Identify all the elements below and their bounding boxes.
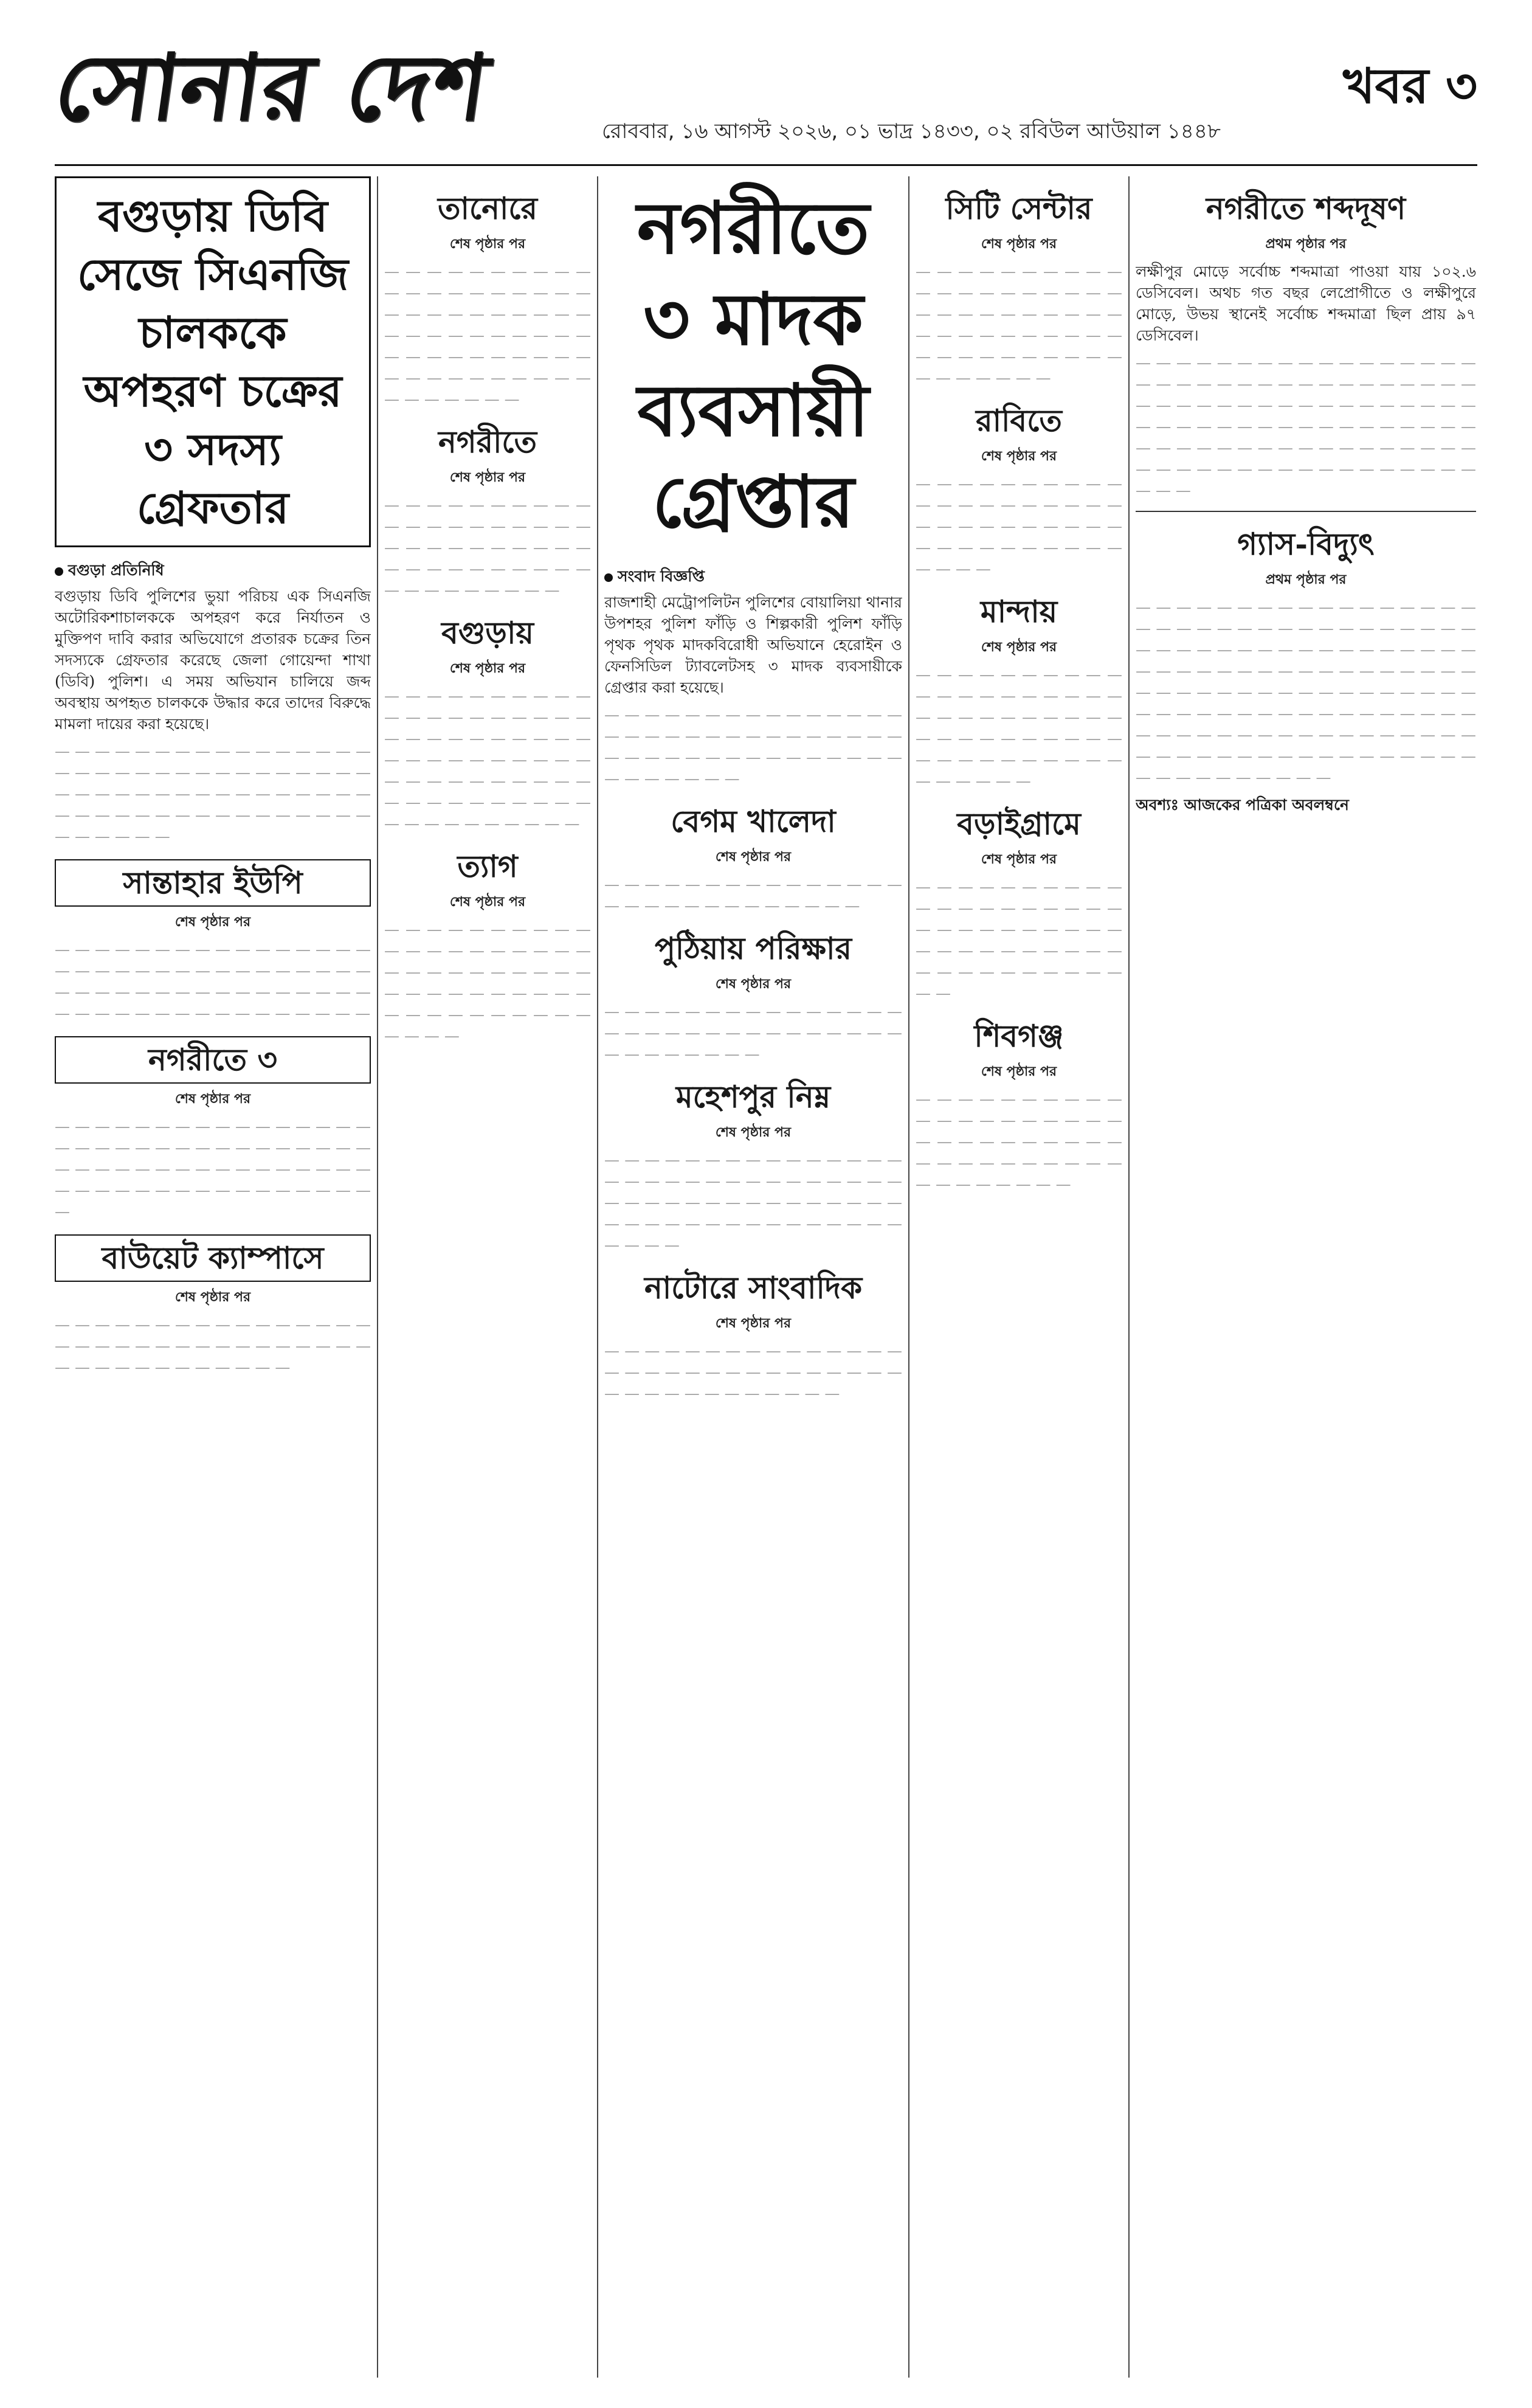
subhead-rabi: রাবিতে xyxy=(976,403,1062,438)
dateline: রোববার, ১৬ আগস্ট ২০২৬, ০১ ভাদ্র ১৪৩৩, ০২ রবিউল আউয়াল ১৪৪৮ xyxy=(602,119,1221,144)
article-filler: — — — — — — — — — — — — — — — — — — — — — — — — — — — — — — — — — — — — — — — — — — — — — — — — — — — — — — — — — — — — — — — — — xyxy=(55,1118,371,1220)
lead-headline-bogura: বগুড়ায় ডিবি সেজে সিএনজি চালককে অপহরণ চক্রের ৩ সদস্য গ্রেফতার xyxy=(55,176,371,547)
continuation-label: শেষ পৃষ্ঠার পর xyxy=(174,1091,251,1107)
continuation-label: শেষ পৃষ্ঠার পর xyxy=(715,976,792,992)
continuation-label: শেষ পৃষ্ঠার পর xyxy=(981,639,1057,655)
continuation-label: শেষ পৃষ্ঠার পর xyxy=(174,914,251,930)
article-filler: — — — — — — — — — — — — — — — — — — — — — — — — — — — — — — — — — — — — — — — — — — — — — — — — — — — — — — — — — — — — — — — — — — — — — — xyxy=(55,742,371,845)
article-filler: — — — — — — — — — — — — — — — — — — — — — — — — — — — — — — — — — — — — — — — — — — — — — — — — — — — — — — — — — — — — — — — — xyxy=(604,1151,902,1254)
article-filler: — — — — — — — — — — — — — — — — — — — — — — — — — — — — — — — — — — — — — — — — — — — — — — — — — — — — xyxy=(604,706,902,787)
subhead-begum-khaleda: বেগম খালেদা xyxy=(671,803,836,839)
lead-headline-drug-dealers: নগরীতে ৩ মাদক ব্যবসায়ী গ্রেপ্তার xyxy=(637,185,870,544)
column-divider xyxy=(908,176,909,2378)
subhead-nagorite-3: নগরীতে ৩ xyxy=(55,1036,371,1084)
byline: বগুড়া প্রতিনিধি xyxy=(55,559,371,581)
byline: সংবাদ বিজ্ঞপ্তি xyxy=(604,566,902,587)
article-filler: — — — — — — — — — — — — — — — — — — — — — — — — — — — — — — — — — — — — — — — — — — xyxy=(604,1342,902,1402)
article-body: রাজশাহী মেট্রোপলিটন পুলিশের বোয়ালিয়া থানার উপশহর পুলিশ ফাঁড়ি ও শিল্পকারী পুলিশ ফাঁড়ি পৃথক পৃথক মাদকবিরোধী অভিযানে হেরোইন ও ফেনসিডিল ট্যাবলেটসহ ৩ মাদক ব্যবসায়ীকে গ্রেপ্তার করা হয়েছে। xyxy=(604,593,902,696)
continuation-label: শেষ পৃষ্ঠার পর xyxy=(715,1124,792,1140)
continuation-label: শেষ পৃষ্ঠার পর xyxy=(174,1289,251,1305)
subhead-shibganj: শিবগঞ্জ xyxy=(974,1018,1064,1054)
continuation-label: শেষ পৃষ্ঠার পর xyxy=(449,236,526,252)
closing-credit: অবশ্যঃ আজকের পত্রিকা অবলম্বনে xyxy=(1136,796,1349,814)
subhead-natore: নাটোরে সাংবাদিক xyxy=(644,1270,863,1306)
article-filler: — — — — — — — — — — — — — — — — — — — — — — — — — — — — — — — — — — — — — — — — — — — — — — — — — — — — — — — — xyxy=(916,666,1122,790)
article-filler: — — — — — — — — — — — — — — — — — — — — — — — — — — — — — — — — — — — — — — — — — — — — — — — — — — — — — — — — — — — — — — — — — — — — — — — — — — — — — — — — — — — — — — — — — — — — — — — — — — — — — — — — — — — — — — — — — — — — — — — — — — — — — — — — — — — — — — — — — — — — — — — — — — xyxy=(1136,598,1476,786)
continuation-label: শেষ পৃষ্ঠার পর xyxy=(715,849,792,865)
bullet-icon xyxy=(604,573,613,582)
column-1 xyxy=(55,176,371,2378)
subhead-city-center: সিটি সেন্টার xyxy=(945,190,1092,226)
article-filler: — — — — — — — — — — — — — — — — — — — — — — — — — — — — — — — — — — — — — — — — — — — — xyxy=(916,475,1122,578)
column-divider xyxy=(377,176,378,2378)
subhead-santahar: সান্তাহার ইউপি xyxy=(55,859,371,907)
subhead-gas-electricity: গ্যাস-বিদ্যুৎ xyxy=(1237,526,1375,562)
article-body: বগুড়ায় ডিবি পুলিশের ভুয়া পরিচয় এক সিএনজি অটোরিকশাচালককে অপহরণ করে নির্যাতন ও মুক্তিপণ দাবি করার অভিযোগে প্রতারক চক্রের তিন সদস্যকে গ্রেফতার করেছে জেলা গোয়েন্দা শাখা (ডিবি) পুলিশ। এ সময় অভিযান চালিয়ে জব্দ অবস্থায় অপহৃত চালককে উদ্ধার করে তাদের বিরুদ্ধে মামলা দায়ের করা হয়েছে। xyxy=(55,587,371,733)
article-body: লক্ষীপুর মোড়ে সর্বোচ্চ শব্দমাত্রা পাওয়া যায় ১০২.৬ ডেসিবেল। অথচ গত বছর লেপ্রোগীতে ও লক্ষীপুরে মোড়ে, উভয় স্থানেই সর্বোচ্চ শব্দমাত্রা ছিল প্রায় ৯৭ ডেসিবেল। xyxy=(1136,263,1476,344)
subhead-manda: মান্দায় xyxy=(980,593,1058,629)
continuation-label: শেষ পৃষ্ঠার পর xyxy=(981,448,1057,464)
subhead-moheshpur: মহেশপুর নিম্ন xyxy=(675,1079,831,1115)
column-divider xyxy=(597,176,598,2378)
continuation-label: প্রথম পৃষ্ঠার পর xyxy=(1265,236,1347,252)
article-filler: — — — — — — — — — — — — — — — — — — — — — — — — — — — — — — — — — — — — — — — — — — — — — — — — — — — — — — — — — xyxy=(916,263,1122,387)
column-4 xyxy=(916,176,1122,2378)
article-filler: — — — — — — — — — — — — — — — — — — — — — — — — — — — — — — — — — — — — — — — — — — — — — — — — xyxy=(916,1090,1122,1193)
continuation-label: শেষ পৃষ্ঠার পর xyxy=(715,1315,792,1331)
article-filler: — — — — — — — — — — — — — — — — — — — — — — — — — — — — — — — — — — — — — — — — — — — — — — — — — xyxy=(384,496,591,599)
subhead-baraigram: বড়াইগ্রামে xyxy=(957,806,1081,842)
continuation-label: শেষ পৃষ্ঠার পর xyxy=(981,1064,1057,1079)
section-tag: খবর ৩ xyxy=(1343,57,1477,114)
continuation-label: শেষ পৃষ্ঠার পর xyxy=(449,469,526,485)
article-filler: — — — — — — — — — — — — — — — — — — — — — — — — — — — — — — — — — — — — — — — — — — — — — — — — — — — — — — xyxy=(384,921,591,1045)
subhead-bogura: বগুড়ায় xyxy=(441,615,534,651)
column-divider xyxy=(1128,176,1130,2378)
bullet-icon xyxy=(55,567,63,576)
subhead-bauet: বাউয়েট ক্যাম্পাসে xyxy=(55,1234,371,1282)
continuation-label: প্রথম পৃষ্ঠার পর xyxy=(1265,572,1347,587)
masthead xyxy=(48,24,1477,164)
continuation-label: শেষ পৃষ্ঠার পর xyxy=(449,660,526,676)
article-filler: — — — — — — — — — — — — — — — — — — — — — — — — — — — — — — — — — — — — — — — — — — — — — — — — — — — — xyxy=(916,878,1122,1002)
continuation-label: শেষ পৃষ্ঠার পর xyxy=(981,851,1057,867)
continuation-label: শেষ পৃষ্ঠার পর xyxy=(449,894,526,910)
article-filler: — — — — — — — — — — — — — — — — — — — — — — — — — — — — — — — — — — — — — — — — — — — — — — — — — — — — — — — — — — — — — — — — — — — — — — xyxy=(384,687,591,832)
column-2 xyxy=(384,176,591,2378)
article-filler: — — — — — — — — — — — — — — — — — — — — — — — — — — — — — — — — — — — — — — — — — — — — — — — — — — — — — — — — — — — — — — — — — — — xyxy=(384,263,591,408)
subhead-tyag: ত্যাগ xyxy=(457,848,518,884)
subhead-puthia: পুঠিয়ায় পরিক্ষার xyxy=(654,930,852,966)
article-filler: — — — — — — — — — — — — — — — — — — — — — — — — — — — — xyxy=(604,876,902,915)
article-filler: — — — — — — — — — — — — — — — — — — — — — — — — — — — — — — — — — — — — — — — — — — — — xyxy=(55,1316,371,1376)
subhead-nagorite: নগরীতে xyxy=(438,424,537,460)
newspaper-logo: সোনার দেশ xyxy=(48,34,496,141)
article-filler: — — — — — — — — — — — — — — — — — — — — — — — — — — — — — — — — — — — — — — xyxy=(604,1003,902,1063)
column-3 xyxy=(604,176,902,2378)
masthead-rule xyxy=(55,164,1477,166)
section-separator xyxy=(1136,511,1476,512)
article-filler: — — — — — — — — — — — — — — — — — — — — — — — — — — — — — — — — — — — — — — — — — — — — — — — — — — — — — — — — — — — — — — — — xyxy=(55,941,371,1022)
subhead-tanore: তানোরে xyxy=(437,190,538,226)
article-filler: — — — — — — — — — — — — — — — — — — — — — — — — — — — — — — — — — — — — — — — — — — — — — — — — — — — — — — — — — — — — — — — — — — — — — — — — — — — — — — — — — — — — — — — — — — — — — — — — — — — — — — — — — xyxy=(1136,354,1476,499)
subhead-noise-pollution: নগরীতে শব্দদূষণ xyxy=(1206,190,1406,226)
continuation-label: শেষ পৃষ্ঠার পর xyxy=(981,236,1057,252)
column-5 xyxy=(1136,176,1476,2378)
